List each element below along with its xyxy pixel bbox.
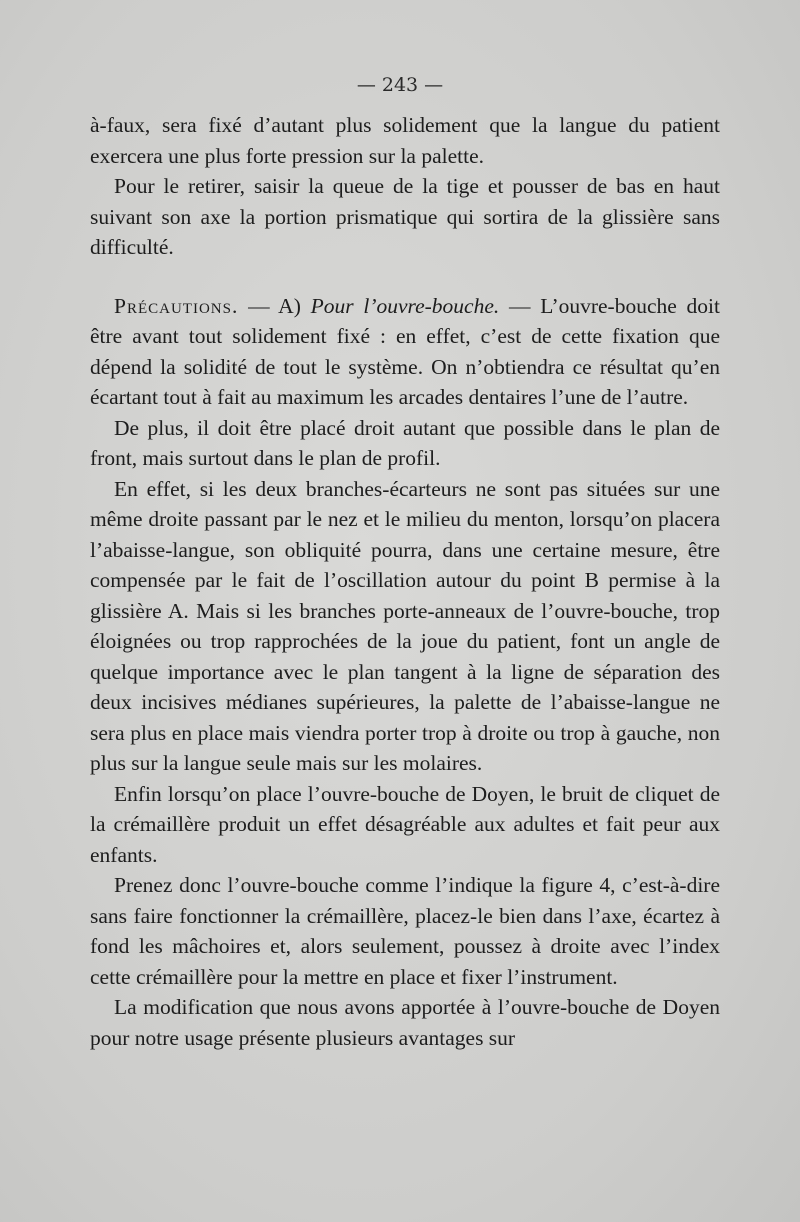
paragraph-6: Enfin lorsqu’on place l’ouvre-bouche de Doyen, le bruit de cliquet de la crémaillère produit un effet désagréable aux adultes et fait peur aux enfants. xyxy=(90,781,720,867)
paragraph-7: Prenez donc l’ouvre-bouche comme l’indique la figure 4, c’est-à-dire sans faire fonctionner la crémaillère, placez-le bien dans l’axe, écartez à fond les mâchoires et, alors seulement, poussez à droite avec l’index cette crémaillère pour la mettre en place et fixer l’instrument. xyxy=(90,873,720,989)
page-number: — 243 — xyxy=(356,74,444,96)
paragraph-1: à-faux, sera fixé d’autant plus solidement que la langue du patient exercera une plus forte pression sur la palette. xyxy=(90,113,720,168)
section-heading: Précautions. xyxy=(114,293,239,318)
paragraph-3-text: — L’ouvre-bouche doit être avant tout solidement fixé : en effet, c’est de cette fixation que dépend la solidité de tout le système. On n’obtiendra ce résultat qu’en écartant tout à fait au maximum les arcades dentaires l’une de l’autre. xyxy=(90,293,721,409)
heading-separator: — A) xyxy=(238,293,311,318)
paragraph-3 xyxy=(90,291,720,413)
body-text xyxy=(90,110,720,1053)
paragraph-4: De plus, il doit être placé droit autant que possible dans le plan de front, mais surtout dans le plan de profil. xyxy=(90,415,720,470)
paragraph-8: La modification que nous avons apportée à l’ouvre-bouche de Doyen pour notre usage présente plusieurs avantages sur xyxy=(90,995,720,1050)
paragraph-5: En effet, si les deux branches-écarteurs ne sont pas situées sur une même droite passant par le nez et le milieu du menton, lorsqu’on placera l’abaisse-langue, son obliquité pourra, dans une certaine mesure, être compensée par le fait de l’oscillation autour du point B permise à la glissière A. Mais si les branches porte-anneaux de l’ouvre-bouche, trop éloignées ou trop rapprochées de la joue du patient, font un angle de quelque importance avec le plan tangent à la ligne de séparation des deux incisives médianes supérieures, la palette de l’abaisse-langue ne sera plus en place mais viendra porter trop à droite ou trop à gauche, non plus sur la langue seule mais sur les molaires. xyxy=(90,476,720,775)
paragraph-2: Pour le retirer, saisir la queue de la tige et pousser de bas en haut suivant son axe la portion prismatique qui sortira de la glissière sans difficulté. xyxy=(90,174,720,259)
subsection-heading: Pour l’ouvre-bouche. xyxy=(310,293,500,318)
